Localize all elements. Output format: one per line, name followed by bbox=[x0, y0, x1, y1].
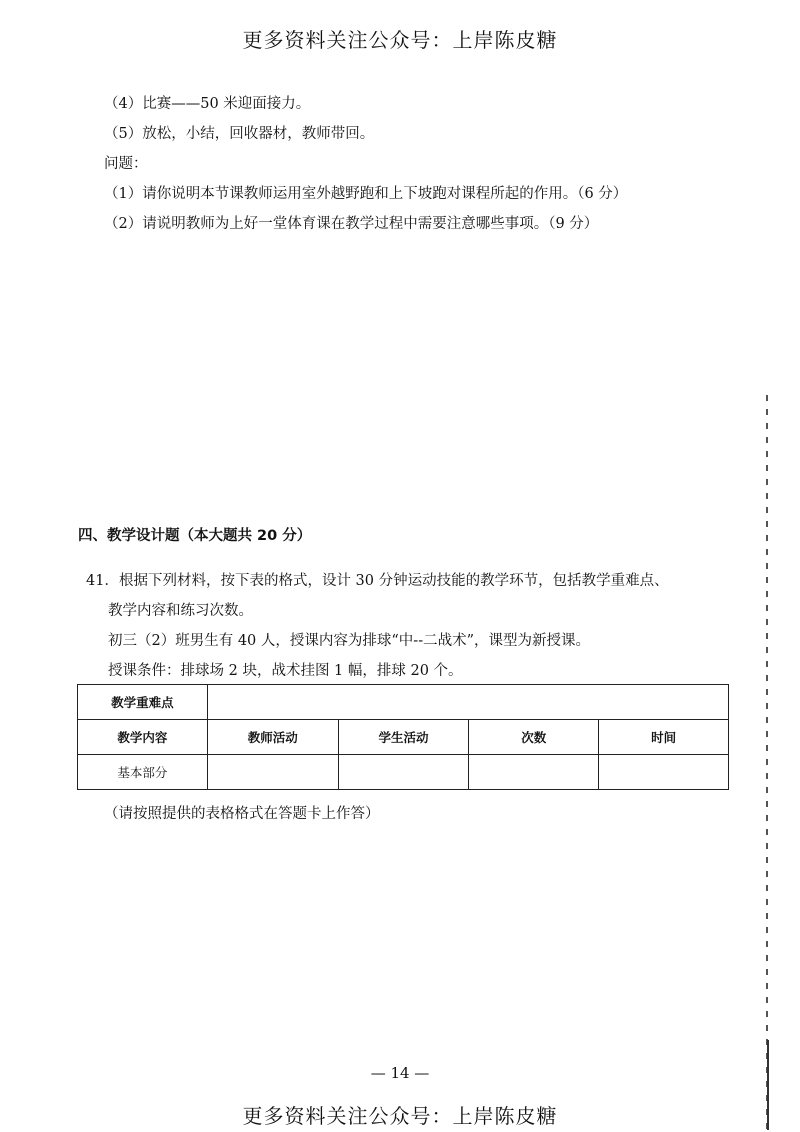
header-banner: 更多资料关注公众号：上岸陈皮糖 bbox=[242, 28, 558, 52]
table-row bbox=[78, 685, 729, 720]
table-row bbox=[78, 720, 729, 755]
table-cell bbox=[599, 755, 729, 790]
table-header-count: 次数 bbox=[469, 720, 599, 755]
table-header-teacher: 教师活动 bbox=[207, 720, 338, 755]
question-2: （2）请说明教师为上好一堂体育课在教学过程中需要注意哪些事项。（9 分） bbox=[104, 216, 599, 232]
activity-item-5: （5）放松，小结，回收器材，教师带回。 bbox=[104, 126, 375, 142]
table-cell bbox=[469, 755, 599, 790]
table-row bbox=[78, 755, 729, 790]
activity-item-4: （4）比赛——50 米迎面接力。 bbox=[104, 96, 311, 112]
material-line-1: 初三（2）班男生有 40 人，授课内容为排球“中--二战术”，课型为新授课。 bbox=[108, 633, 591, 649]
footer-banner: 更多资料关注公众号：上岸陈皮糖 bbox=[242, 1104, 558, 1128]
material-line-2: 授课条件：排球场 2 块，战术挂图 1 幅，排球 20 个。 bbox=[108, 663, 463, 679]
table-header-time: 时间 bbox=[599, 720, 729, 755]
scan-edge-divider bbox=[766, 395, 768, 1130]
question-41-line-2: 教学内容和练习次数。 bbox=[108, 603, 253, 619]
scan-edge-divider bbox=[767, 1040, 769, 1130]
row-label-basic: 基本部分 bbox=[78, 755, 208, 790]
table-cell bbox=[207, 755, 338, 790]
section-heading: 四、教学设计题（本大题共 20 分） bbox=[78, 528, 312, 544]
lesson-design-table bbox=[77, 684, 729, 790]
table-header-student: 学生活动 bbox=[338, 720, 469, 755]
key-points-label: 教学重难点 bbox=[78, 685, 208, 720]
question-1: （1）请你说明本节课教师运用室外越野跑和上下坡跑对课程所起的作用。（6 分） bbox=[104, 186, 628, 202]
question-41-line-1: 41．根据下列材料，按下表的格式，设计 30 分钟运动技能的教学环节，包括教学重难点、 bbox=[86, 573, 669, 589]
questions-label: 问题： bbox=[104, 156, 148, 172]
table-cell bbox=[338, 755, 469, 790]
table-header-content: 教学内容 bbox=[78, 720, 208, 755]
page-number: — 14 — bbox=[370, 1064, 430, 1082]
key-points-cell bbox=[207, 685, 728, 720]
answer-note: （请按照提供的表格格式在答题卡上作答） bbox=[104, 806, 380, 822]
